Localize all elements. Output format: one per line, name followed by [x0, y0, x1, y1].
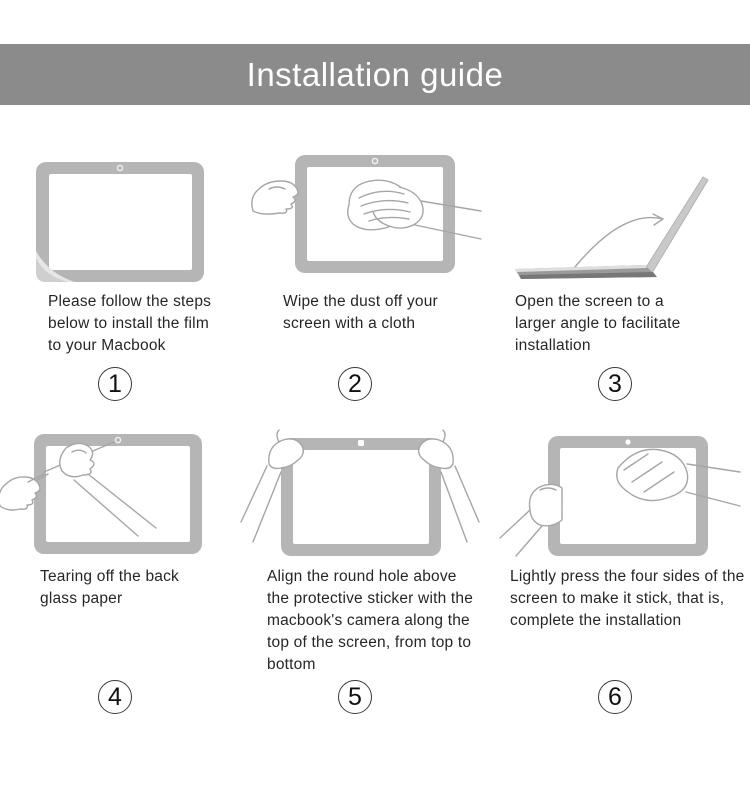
step-number: 2: [348, 369, 362, 398]
tear-paper-icon: [4, 430, 236, 556]
step-description: Align the round hole above the protective sticker with the macbook's camera along the top of the screen, from top to bottom: [267, 568, 474, 673]
align-film-illustration: [240, 430, 490, 556]
step-number-badge: [98, 680, 132, 714]
hold-film-icon: [239, 430, 479, 580]
step-3-cell: [490, 105, 750, 430]
open-arrow-icon: [575, 218, 663, 267]
step-number: 6: [608, 682, 622, 711]
screen-film-icon: [35, 161, 205, 283]
step-number: 1: [108, 369, 122, 398]
step-description: Please follow the steps below to install the film to your Macbook: [48, 293, 212, 354]
step-description: Lightly press the four sides of the screen to make it stick, that is, complete the installation: [510, 568, 745, 629]
step-5-cell: [240, 430, 490, 750]
step-number-badge: [598, 367, 632, 401]
installation-guide-page: [0, 44, 750, 794]
laptop-side-icon: [505, 161, 735, 283]
step-6-cell: [490, 430, 750, 750]
step-number: 4: [108, 682, 122, 711]
step-number-badge: [338, 680, 372, 714]
header-banner: [0, 44, 750, 105]
steps-row-2: [0, 430, 750, 750]
press-sides-illustration: [490, 430, 750, 556]
step-number: 3: [608, 369, 622, 398]
step-number: 5: [348, 682, 362, 711]
wipe-cloth-icon: [249, 153, 481, 283]
camera-hole-icon: [625, 439, 630, 444]
holding-hand-icon: [252, 181, 298, 214]
step-1-cell: [0, 105, 240, 430]
step-description: Open the screen to a larger angle to facilitate installation: [515, 293, 681, 354]
page-title: Installation guide: [246, 55, 504, 93]
step-number-badge: [338, 367, 372, 401]
wipe-screen-illustration: [240, 105, 490, 283]
step-description: Tearing off the back glass paper: [40, 568, 179, 607]
press-hand-icon: [500, 430, 740, 580]
camera-hole-icon: [358, 440, 364, 446]
step-2-cell: [240, 105, 490, 430]
steps-row-1: [0, 105, 750, 430]
open-laptop-illustration: [490, 105, 750, 283]
step-number-badge: [98, 367, 132, 401]
step-4-cell: [0, 430, 240, 750]
step-description: Wipe the dust off your screen with a cloth: [283, 293, 438, 332]
film-corner-peel-illustration: [0, 105, 240, 283]
step-number-badge: [598, 680, 632, 714]
tear-backing-illustration: [0, 430, 240, 556]
